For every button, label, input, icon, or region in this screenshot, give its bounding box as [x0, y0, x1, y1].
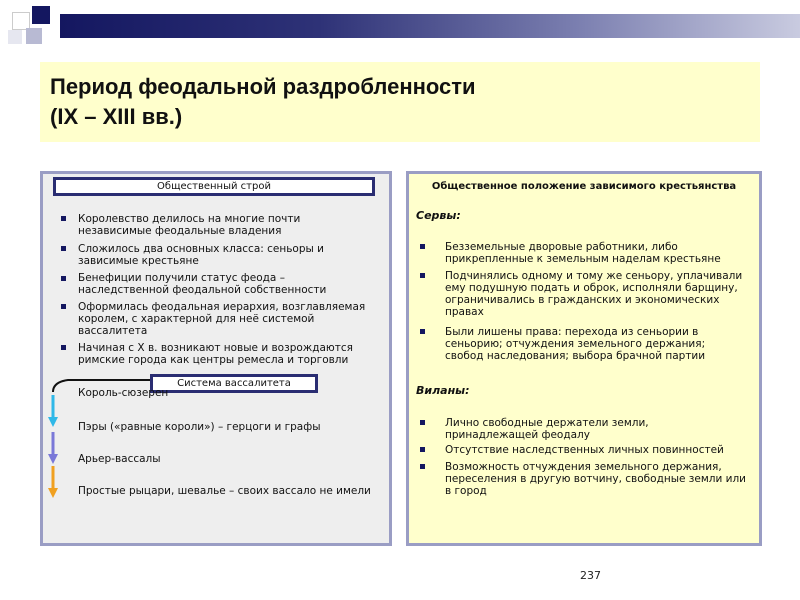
- bullet: [420, 329, 425, 334]
- top-gradient-bar: [60, 14, 800, 38]
- left-item-4: Оформилась феодальная иерархия, возглавляемая королем, с характерной для неё системой вассалитета: [78, 301, 366, 337]
- bullet: [420, 420, 425, 425]
- bullet: [61, 246, 66, 251]
- bullet: [420, 447, 425, 452]
- left-header: Общественный строй: [157, 181, 271, 192]
- villeins-item-1: Лично свободные держатели земли, принадлежащей феодалу: [445, 417, 649, 441]
- arrow-icon: [46, 395, 60, 431]
- hierarchy-item-1: Король-сюзерен: [78, 387, 169, 399]
- slide-title: [50, 72, 730, 132]
- vassal-header: Система вассалитета: [177, 378, 291, 389]
- right-header: Общественное положение зависимого крестьянства: [431, 181, 737, 192]
- left-header-box: [53, 177, 375, 196]
- left-item-2: Сложилось два основных класса: сеньоры и зависимые крестьяне: [78, 243, 324, 267]
- serfs-item-3: Были лишены права: перехода из сеньории в сеньорию; отчуждения земельного держания; свобод наследования; выбора брачной партии: [445, 326, 706, 362]
- title-line-1: Период феодальной раздробленности: [50, 74, 476, 99]
- serfs-item-1: Безземельные дворовые работники, либо прикрепленные к земельным наделам крестьяне: [445, 241, 721, 265]
- villeins-item-2: Отсутствие наследственных личных повинностей: [445, 444, 724, 456]
- page-number: 237: [580, 569, 601, 582]
- arrow-icon: [46, 466, 60, 502]
- bullet: [61, 345, 66, 350]
- hierarchy-item-2: Пэры («равные короли») – герцоги и графы: [78, 421, 321, 433]
- bullet: [420, 244, 425, 249]
- bullet: [61, 276, 66, 281]
- serfs-label: Сервы:: [416, 209, 461, 222]
- hierarchy-item-4: Простые рыцари, шевалье – своих вассало не имели: [78, 485, 371, 497]
- deco-square-light: [8, 30, 22, 44]
- deco-square-gray: [26, 28, 42, 44]
- hierarchy-item-3: Арьер-вассалы: [78, 453, 161, 465]
- arrow-icon: [46, 432, 60, 468]
- left-item-5: Начиная с X в. возникают новые и возрождаются римские города как центры ремесла и торговли: [78, 342, 353, 366]
- title-line-2: (IX – XIII вв.): [50, 104, 183, 129]
- deco-square-navy: [32, 6, 50, 24]
- left-item-3: Бенефиции получили статус феода – наследственной феодальной собственности: [78, 272, 327, 296]
- villeins-item-3: Возможность отчуждения земельного держания, переселения в другую вотчину, свободные земли или в город: [445, 461, 746, 497]
- bullet: [420, 464, 425, 469]
- bullet: [61, 304, 66, 309]
- bullet: [61, 216, 66, 221]
- villeins-label: Виланы:: [416, 384, 470, 397]
- bullet: [420, 273, 425, 278]
- left-item-1: Королевство делилось на многие почти независимые феодальные владения: [78, 213, 301, 237]
- serfs-item-2: Подчинялись одному и тому же сеньору, уплачивали ему подушную подать и оброк, исполняли барщину, ограничивались в гражданских и экономических правах: [445, 270, 743, 318]
